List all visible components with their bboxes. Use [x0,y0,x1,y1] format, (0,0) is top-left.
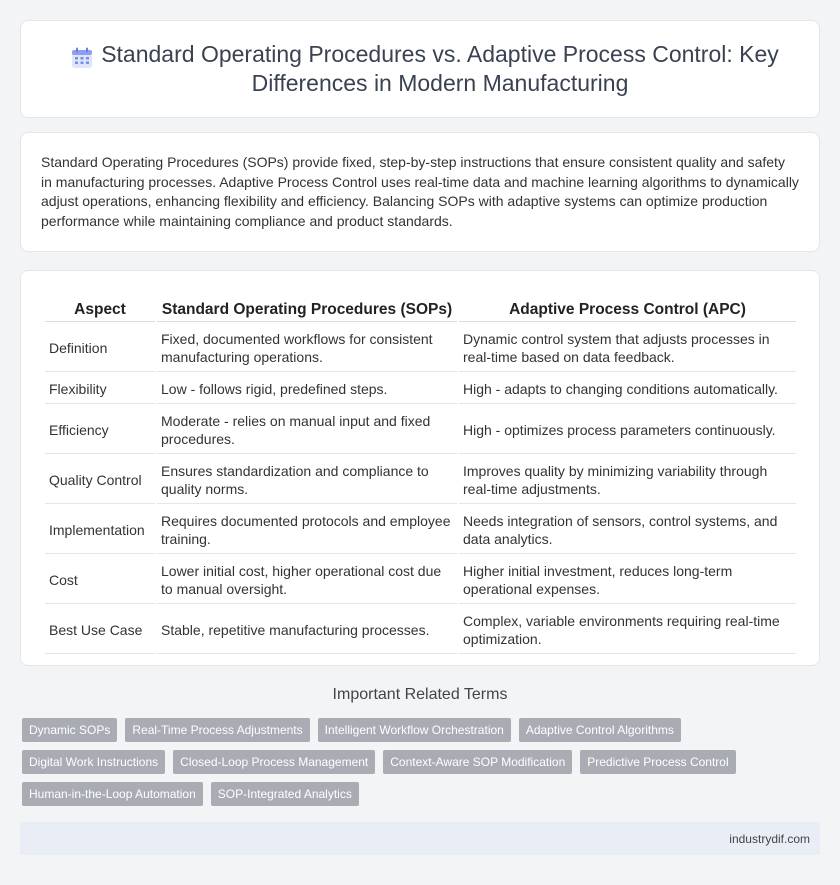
apc-cell: Dynamic control system that adjusts processes in real-time based on data feedback. [459,324,796,372]
table-row [45,374,796,404]
sop-cell: Ensures standardization and compliance to quality norms. [157,456,457,504]
related-term-tag[interactable]: Closed-Loop Process Management [173,750,375,774]
table-row [45,506,796,554]
table-row [45,456,796,504]
aspect-cell: Cost [45,556,155,604]
column-header-apc: Adaptive Process Control (APC) [459,297,796,322]
aspect-cell: Quality Control [45,456,155,504]
related-terms-heading: Important Related Terms [332,686,508,703]
related-term-tag[interactable]: Human-in-the-Loop Automation [22,782,203,806]
apc-cell: Complex, variable environments requiring real-time optimization. [459,606,796,654]
table-row [45,556,796,604]
intro-paragraph: Standard Operating Procedures (SOPs) provide fixed, step-by-step instructions that ensure consistent quality and safety in manufacturing processes. Adaptive Process Control uses real-time data and machine learning algorithms to dynamically adjust operations, enhancing flexibility and efficiency. Balancing SOPs with adaptive systems can optimize production performance while maintaining compliance and product standards. [41,154,799,229]
sop-cell: Low - follows rigid, predefined steps. [157,374,457,404]
sop-cell: Lower initial cost, higher operational cost due to manual oversight. [157,556,457,604]
apc-cell: High - optimizes process parameters continuously. [459,406,796,454]
intro-card [20,132,820,252]
calendar-icon [70,46,94,70]
comparison-table-card [20,270,820,666]
footer-site-link[interactable]: industrydif.com [729,831,810,846]
related-term-tag[interactable]: Adaptive Control Algorithms [519,718,681,742]
comparison-table [43,295,798,656]
page-title: Standard Operating Procedures vs. Adaptive Process Control: Key Differences in Modern Manufacturing [101,41,779,96]
apc-cell: Higher initial investment, reduces long-term operational expenses. [459,556,796,604]
aspect-cell: Definition [45,324,155,372]
sop-cell: Requires documented protocols and employee training. [157,506,457,554]
sop-cell: Stable, repetitive manufacturing processes. [157,606,457,654]
table-header-row [45,297,796,322]
apc-cell: Improves quality by minimizing variability through real-time adjustments. [459,456,796,504]
aspect-cell: Implementation [45,506,155,554]
apc-cell: Needs integration of sensors, control systems, and data analytics. [459,506,796,554]
footer [20,822,820,855]
column-header-sop: Standard Operating Procedures (SOPs) [157,297,457,322]
column-header-aspect: Aspect [45,297,155,322]
header-card [20,20,820,118]
related-term-tag[interactable]: Dynamic SOPs [22,718,117,742]
related-term-tag[interactable]: Context-Aware SOP Modification [383,750,572,774]
table-row [45,324,796,372]
related-term-tag[interactable]: SOP-Integrated Analytics [211,782,359,806]
aspect-cell: Best Use Case [45,606,155,654]
table-row [45,606,796,654]
related-term-tag[interactable]: Real-Time Process Adjustments [125,718,309,742]
related-term-tag[interactable]: Digital Work Instructions [22,750,165,774]
aspect-cell: Flexibility [45,374,155,404]
sop-cell: Moderate - relies on manual input and fixed procedures. [157,406,457,454]
apc-cell: High - adapts to changing conditions automatically. [459,374,796,404]
related-term-tag[interactable]: Intelligent Workflow Orchestration [318,718,511,742]
related-term-tag[interactable]: Predictive Process Control [580,750,735,774]
aspect-cell: Efficiency [45,406,155,454]
sop-cell: Fixed, documented workflows for consistent manufacturing operations. [157,324,457,372]
related-terms-list [22,718,812,814]
table-row [45,406,796,454]
